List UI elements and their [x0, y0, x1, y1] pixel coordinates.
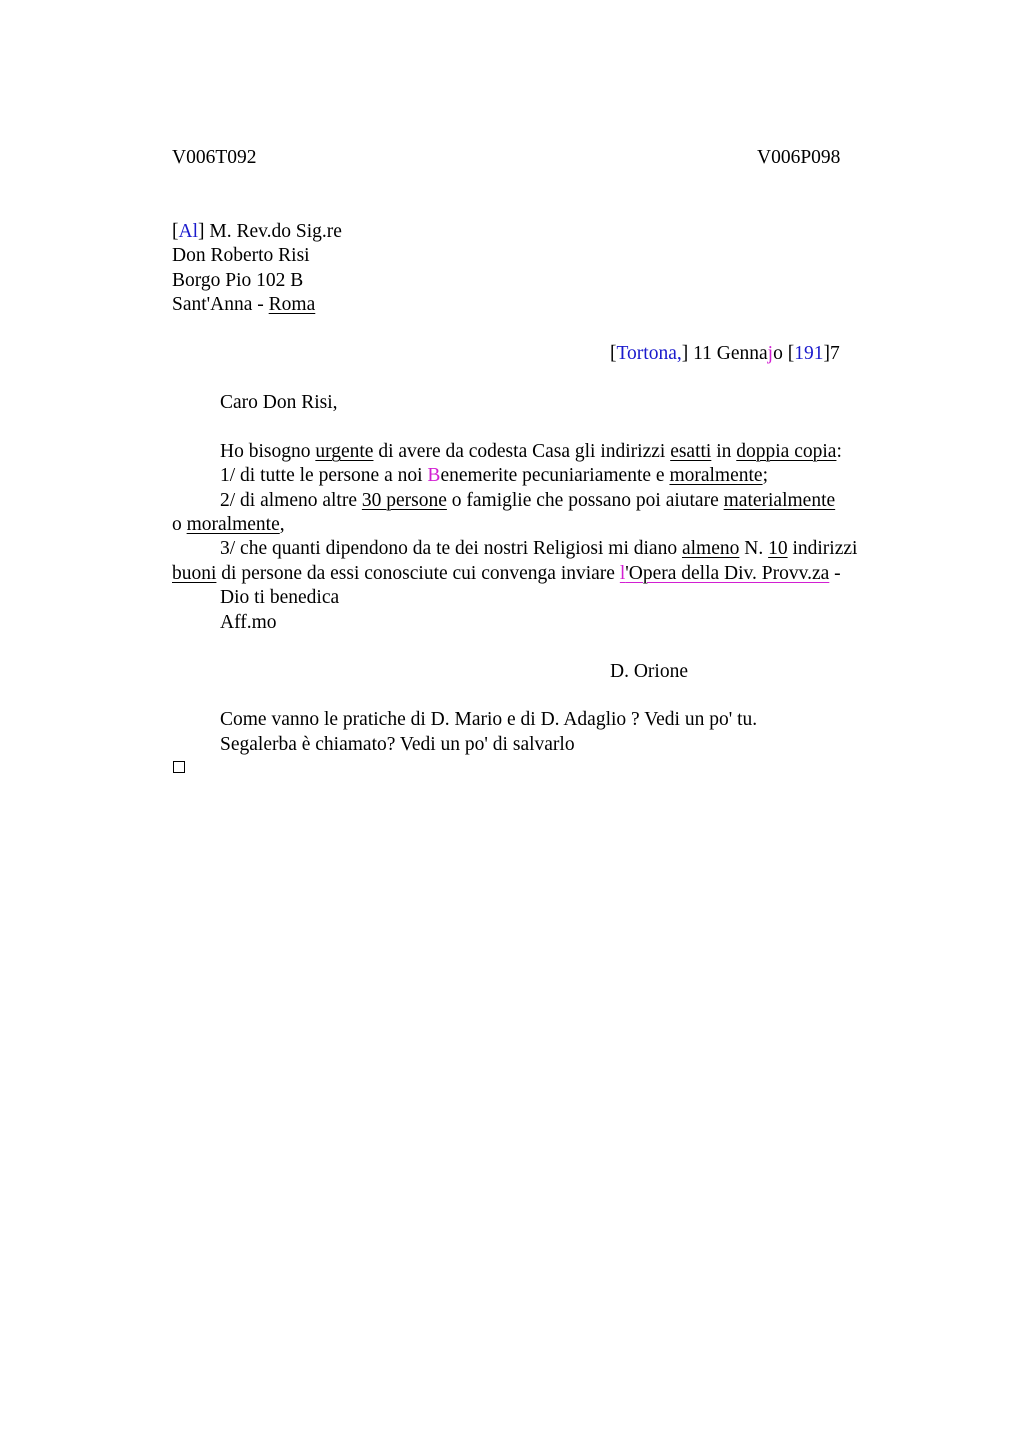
body-line-2: 1/ di tutte le persone a noi Benemerite pecuniariamente e moralmente;	[220, 465, 768, 486]
salutation: Caro Don Risi,	[220, 392, 338, 413]
closing-affectionate: Aff.mo	[220, 612, 277, 633]
end-square-icon	[173, 761, 185, 773]
date-year-insertion: 191	[794, 343, 824, 364]
postscript-line-2: Segalerba è chiamato? Vedi un po' di salvarlo	[220, 734, 575, 755]
closing-blessing: Dio ti benedica	[220, 587, 340, 608]
postscript-line-1: Come vanno le pratiche di D. Mario e di D. Adaglio ? Vedi un po' tu.	[220, 709, 758, 730]
editorial-insertion: Al	[178, 221, 198, 242]
address-line-3: Borgo Pio 102 B	[172, 270, 304, 291]
city-underlined: Roma	[268, 294, 316, 315]
address-line-4: Sant'Anna - Roma	[172, 294, 316, 315]
letter-date: [Tortona,] 11 Gennajo [191]7	[610, 343, 840, 364]
address-line-1: [Al] M. Rev.do Sig.re	[172, 221, 342, 242]
date-place-insertion: Tortona,	[616, 343, 682, 364]
body-line-5: 3/ che quanti dipendono da te dei nostri Religiosi mi diano almeno N. 10 indirizzi	[220, 538, 858, 559]
document-ref-right: V006P098	[757, 147, 841, 168]
body-line-6: buoni di persone da essi conosciute cui convenga inviare l'Opera della Div. Provv.za -	[172, 563, 841, 584]
signature: D. Orione	[610, 661, 688, 682]
address-line-2: Don Roberto Risi	[172, 245, 310, 266]
document-ref-left: V006T092	[172, 147, 257, 168]
date-correction: j	[767, 343, 774, 364]
body-line-4: o moralmente,	[172, 514, 285, 535]
body-line-1: Ho bisogno urgente di avere da codesta Casa gli indirizzi esatti in doppia copia:	[220, 441, 842, 462]
body-line-3: 2/ di almeno altre 30 persone o famiglie che possano poi aiutare materialmente	[220, 490, 836, 511]
